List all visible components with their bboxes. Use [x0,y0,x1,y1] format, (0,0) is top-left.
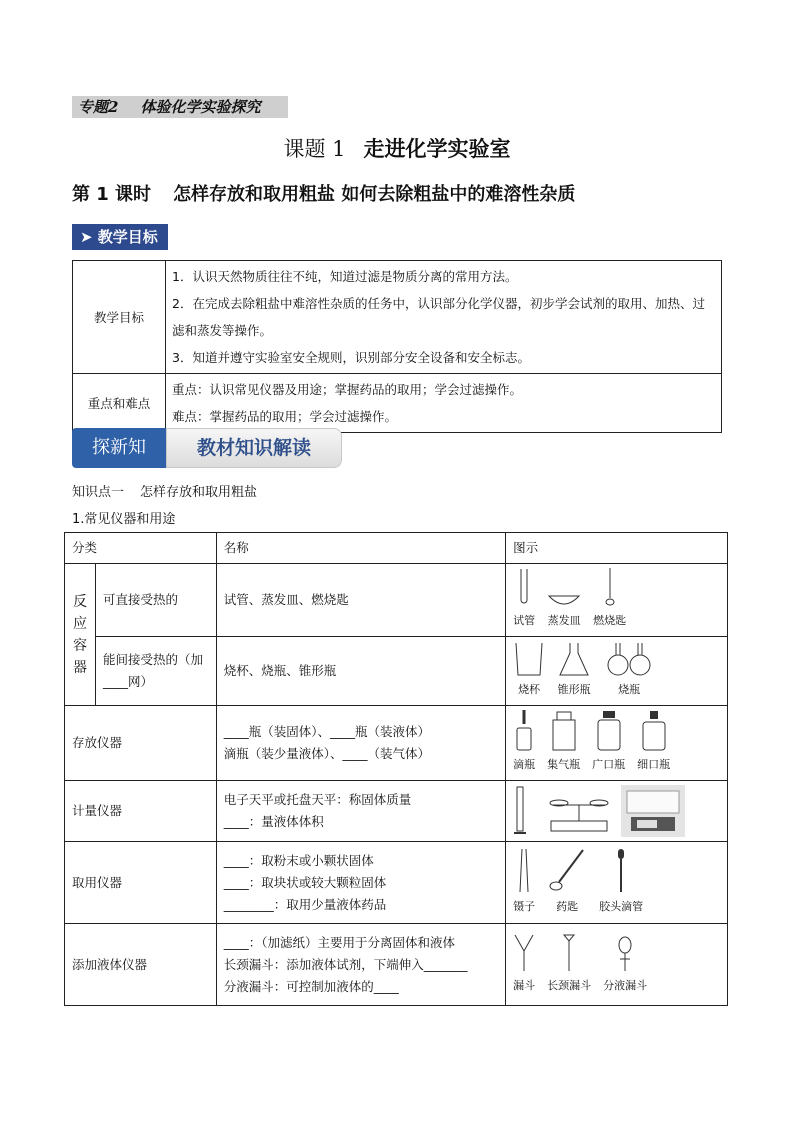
storage-line: ____瓶（装固体）、____瓶（装液体） [223,724,430,739]
fetching-label: 取用仪器 [65,842,217,924]
title-name: 走进化学实验室 [363,137,511,161]
tweezers-icon [517,848,531,894]
caption: 滴瓶 [513,758,536,771]
topic-number: 专题2 [78,98,119,116]
topic-heading [72,96,288,118]
tweezers-figure [513,848,535,918]
test-tube-icon [517,568,531,608]
header-category: 分类 [65,533,217,564]
header-figure: 图示 [506,533,728,564]
beaker-icon [513,641,545,677]
caption: 分液漏斗 [603,978,648,992]
indirect-heat-figure [506,637,728,706]
separatory-funnel-icon [614,933,636,973]
evaporating-dish-figure [547,592,581,632]
direct-heat-label: 可直接受热的 [95,564,216,637]
round-flask-icon [603,641,655,677]
fetching-figure [506,842,728,924]
header-name: 名称 [216,533,505,564]
storage-figure [506,706,728,781]
liquid-adding-names [216,924,505,1006]
caption: 蒸发皿 [547,614,581,627]
goal-line: 3．知道并遵守实验室安全规则，识别部分安全设备和安全标志。 [172,350,530,365]
liquid-adding-figure [506,924,728,1006]
liquid-adding-line: 分液漏斗：可控制加液体的____ [223,978,399,994]
kp-label: 知识点一 [72,485,125,500]
caption: 锥形瓶 [557,683,591,696]
long-neck-funnel-icon [558,933,580,973]
lesson-heading [72,180,575,206]
knowledge-point-heading [72,481,257,500]
dropper-bottle-figure [513,710,535,776]
goals-table [72,260,722,433]
caption: 长颈漏斗 [547,978,592,992]
caption: 集气瓶 [547,758,581,771]
indirect-heat-label: 能间接受热的（加____网） [95,637,216,706]
evaporating-dish-icon [547,592,581,608]
measuring-figure [506,781,728,842]
funnel-figure [513,933,535,997]
caption: 胶头滴管 [599,899,644,913]
storage-label: 存放仪器 [65,706,217,781]
caption: 燃烧匙 [593,614,627,627]
funnel-icon [513,933,535,973]
flask-figure [603,641,655,701]
caption: 烧杯 [518,683,541,696]
combustion-spoon-figure [593,568,626,632]
electronic-balance-icon [621,785,685,837]
band-left-label: 探新知 [72,428,166,468]
dropper-figure [599,848,643,918]
liquid-adding-line: ____：（加滤纸）主要用于分离固体和液体 [223,934,455,950]
indirect-heat-names: 烧杯、烧瓶、锥形瓶 [216,637,505,706]
conical-flask-figure [557,641,591,701]
kp-title: 怎样存放和取用粗盐 [140,485,258,500]
goals-label: 教学目标 [73,261,166,374]
dropper-icon [614,848,628,894]
page-title [0,133,794,163]
separatory-funnel-figure [603,933,647,997]
spatula-figure [547,848,587,918]
subheading: 1.常见仪器和用途 [72,512,176,527]
title-number: 课题 1 [283,137,346,161]
band-right-label: 教材知识解读 [166,428,342,468]
gas-jar-figure [547,710,580,776]
caption: 镊子 [513,899,536,913]
goal-line: 1．认识天然物质往往不纯，知道过滤是物质分离的常用方法。 [172,269,518,284]
liquid-adding-label: 添加液体仪器 [65,924,217,1006]
lesson-name: 怎样存放和取用粗盐 如何去除粗盐中的难溶性杂质 [173,184,576,205]
narrow-mouth-bottle-figure [637,710,670,776]
fetching-names [216,842,505,924]
keypoint-line: 难点：掌握药品的取用；学会过滤操作。 [172,409,398,424]
caption: 烧瓶 [618,683,641,696]
reaction-container-label [65,564,96,706]
narrow-mouth-bottle-icon [639,710,669,752]
spatula-icon [547,848,587,894]
measuring-label: 计量仪器 [65,781,217,842]
conical-flask-icon [557,641,591,677]
dropper-bottle-icon [514,710,534,752]
fetching-line: ________：取用少量液体药品 [223,896,387,912]
goals-banner: ➤ 教学目标 [72,224,168,250]
instrument-table [64,532,728,1006]
test-tube-figure [513,568,535,632]
wide-mouth-bottle-icon [594,710,624,752]
goal-line: 2．在完成去除粗盐中难溶性杂质的任务中，认识部分化学仪器，初步学会试剂的取用、加热、过滤和蒸发等操作。 [172,296,705,338]
storage-names [216,706,505,781]
graduated-cylinder-icon [513,786,527,836]
beaker-figure [513,641,545,701]
liquid-adding-line: 长颈漏斗：添加液体试剂，下端伸入_______ [223,956,468,972]
long-neck-funnel-figure [547,933,591,997]
keypoints-label: 重点和难点 [73,374,166,433]
measuring-line: ____：量液体体积 [223,814,324,829]
gas-jar-icon [549,710,579,752]
caption: 细口瓶 [637,758,671,771]
caption: 广口瓶 [592,758,626,771]
direct-heat-figure [506,564,728,637]
knowledge-band [72,428,342,468]
measuring-line: 电子天平或托盘天平：称固体质量 [223,792,412,807]
lesson-number: 第 1 课时 [72,184,152,205]
caption: 药匙 [556,899,579,913]
measuring-names [216,781,505,842]
keypoints-text [166,374,722,433]
keypoint-line: 重点：认识常见仪器及用途；掌握药品的取用；学会过滤操作。 [172,382,523,397]
fetching-line: ____：取块状或较大颗粒固体 [223,874,387,890]
reaction-label-text: 反 应 容 器 [72,593,87,676]
caption: 试管 [513,614,536,627]
wide-mouth-bottle-figure [592,710,625,776]
caption: 漏斗 [513,978,536,992]
combustion-spoon-icon [603,568,617,608]
fetching-line: ____：取粉末或小颗状固体 [223,852,374,868]
goals-text [166,261,722,374]
direct-heat-names: 试管、蒸发皿、燃烧匙 [216,564,505,637]
storage-line: 滴瓶（装少量液体）、____（装气体） [223,746,430,761]
topic-name: 体验化学实验探究 [140,98,261,116]
balance-icon [547,789,611,833]
